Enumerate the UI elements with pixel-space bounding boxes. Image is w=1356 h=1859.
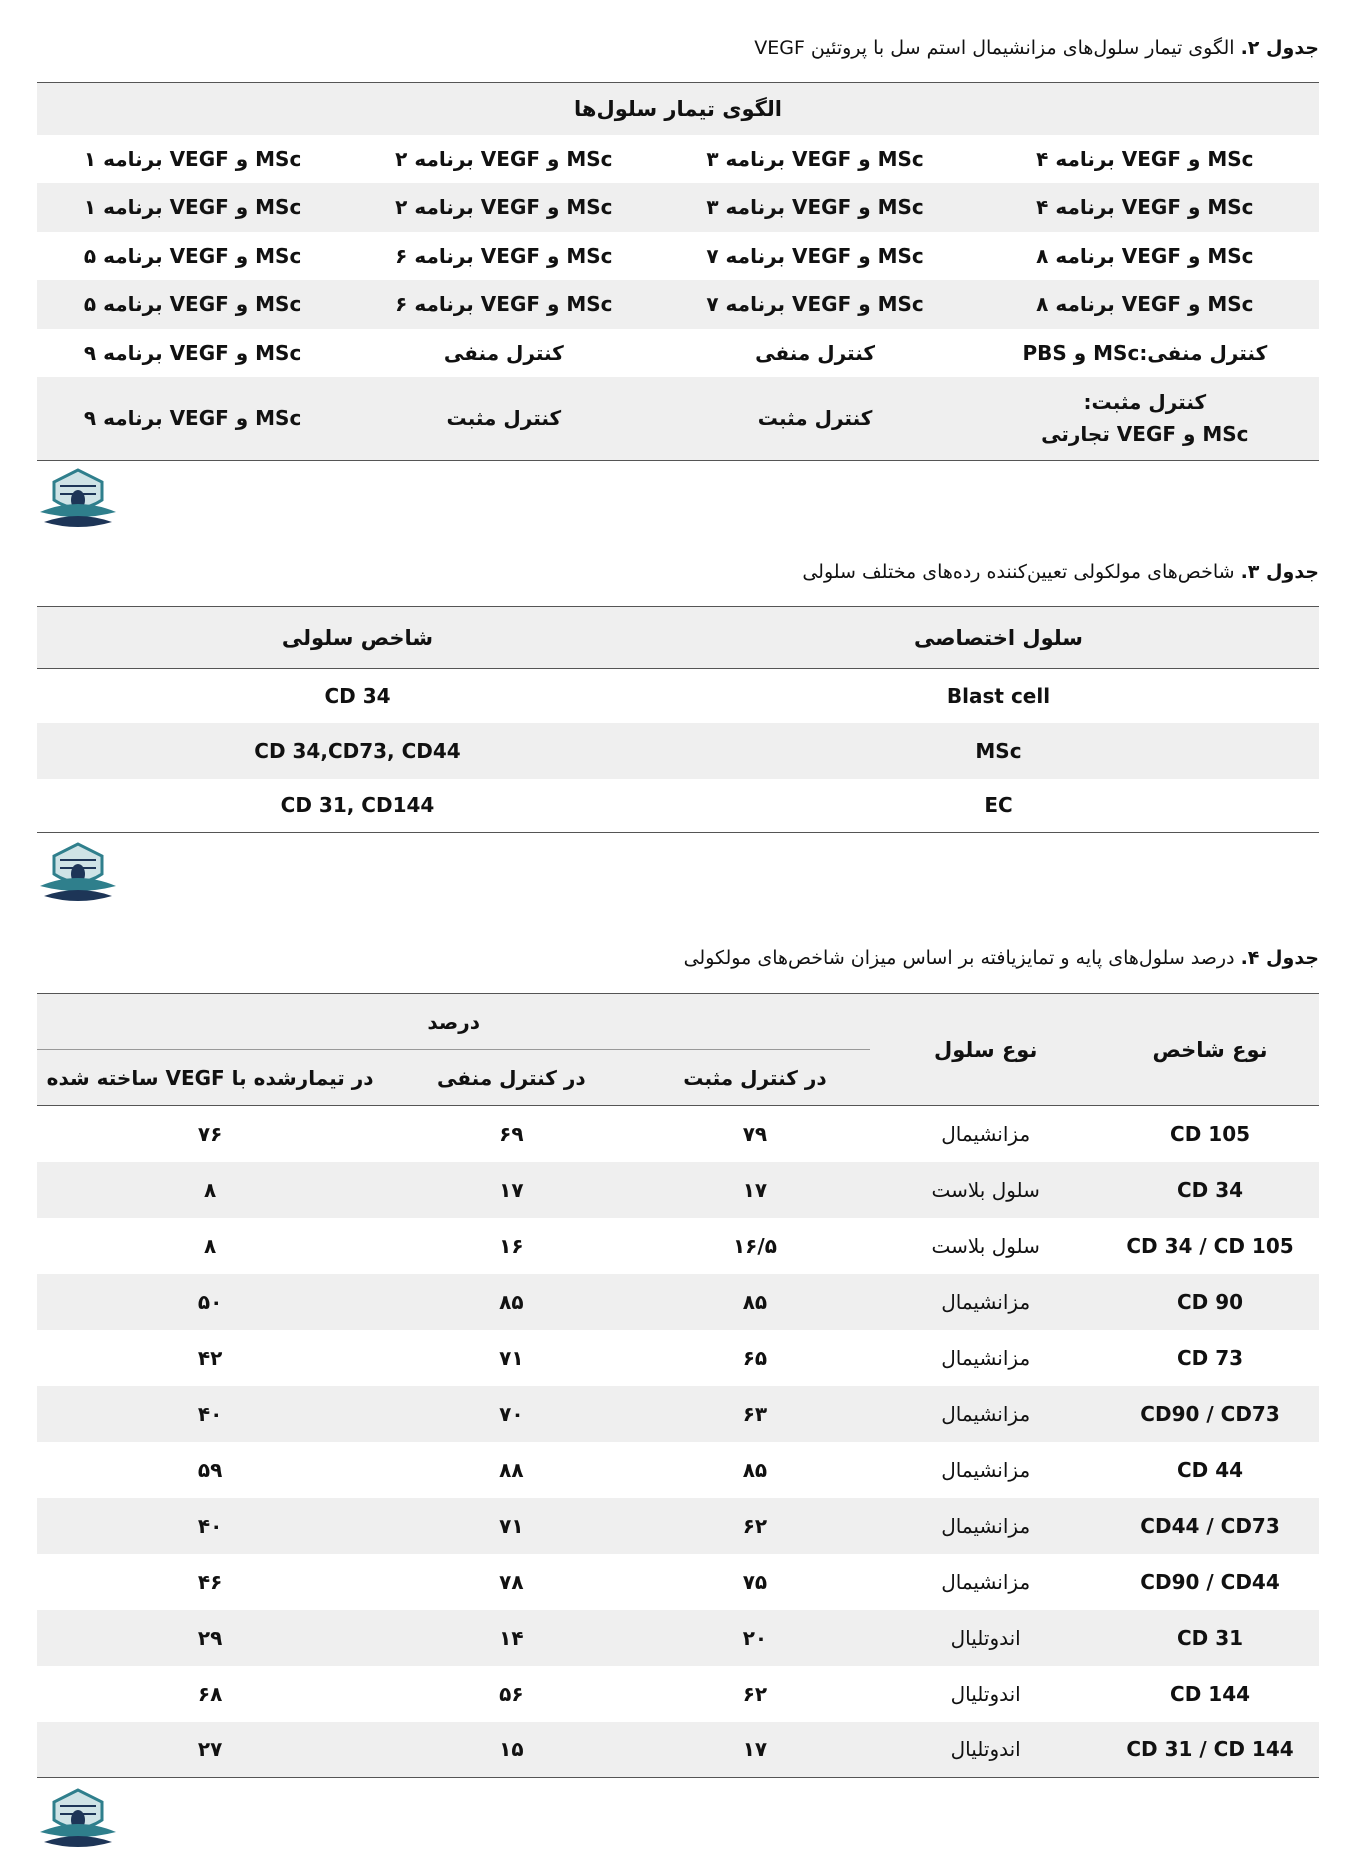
table-cell: MSc و VEGF برنامه ۲ bbox=[395, 146, 613, 171]
table2-caption-text: الگوی تیمار سلول‌های مزانشیمال استم سل با پروتئین VEGF bbox=[754, 37, 1241, 59]
table-row bbox=[37, 183, 1319, 232]
table-cell: ۶۹ bbox=[499, 1121, 524, 1146]
table-cell: ۷۵ bbox=[742, 1569, 768, 1594]
table-cell: MSc و VEGF برنامه ۵ bbox=[83, 243, 302, 268]
table4-caption bbox=[37, 944, 1319, 972]
table-cell: MSc و VEGF برنامه ۷ bbox=[706, 243, 924, 268]
table-row bbox=[37, 1498, 1319, 1554]
table-cell: ۲۹ bbox=[197, 1625, 223, 1650]
table-cell: ۱۷ bbox=[499, 1177, 524, 1202]
table-cell: ۲۷ bbox=[37, 1722, 383, 1778]
table-cell: MSc و VEGF برنامه ۹ bbox=[37, 377, 348, 461]
table-cell: EC bbox=[678, 779, 1319, 833]
table3 bbox=[37, 606, 1319, 833]
table-cell: MSc و VEGF برنامه ۵ bbox=[83, 292, 302, 316]
table-cell: اندوتلیال bbox=[950, 1625, 1021, 1650]
table4-caption-text: درصد سلول‌های پایه و تمایزیافته بر اساس میزان شاخص‌های مولکولی bbox=[683, 947, 1241, 969]
table-cell: CD90 / CD44 bbox=[1140, 1569, 1280, 1594]
table-cell: ۱۶/۵ bbox=[732, 1233, 777, 1258]
table-row bbox=[37, 1330, 1319, 1386]
table-cell: ۸ bbox=[203, 1177, 217, 1202]
table-cell: MSc و VEGF برنامه ۴ bbox=[1036, 195, 1254, 219]
table2-caption bbox=[37, 34, 1319, 62]
table-cell: مزانشیمال bbox=[941, 1513, 1031, 1538]
table-cell: ۵۹ bbox=[197, 1457, 223, 1482]
table-cell: ۶۵ bbox=[742, 1345, 768, 1370]
table-cell: ۶۸ bbox=[197, 1681, 223, 1706]
table-row bbox=[37, 135, 1319, 183]
table-row bbox=[37, 1274, 1319, 1330]
table4-header-positive: در کنترل مثبت bbox=[640, 1050, 871, 1106]
journal-logo bbox=[34, 466, 122, 532]
table-cell: اندوتلیال bbox=[870, 1722, 1101, 1778]
table-cell: سلول بلاست bbox=[931, 1233, 1040, 1258]
table4 bbox=[37, 993, 1319, 1778]
table-cell: ۶۲ bbox=[742, 1681, 768, 1706]
table-cell: ۷۰ bbox=[499, 1401, 524, 1426]
table-cell: CD 34 bbox=[1176, 1177, 1244, 1202]
table-cell: ۷۶ bbox=[197, 1121, 223, 1146]
table-cell: ۸۵ bbox=[742, 1289, 768, 1314]
table-row bbox=[37, 1666, 1319, 1722]
table2 bbox=[37, 82, 1319, 461]
table-cell: ۵۶ bbox=[499, 1681, 524, 1706]
table-cell: CD 44 bbox=[1176, 1457, 1244, 1482]
journal-logo bbox=[34, 1786, 122, 1852]
table-cell: CD 105 bbox=[1170, 1121, 1251, 1146]
table3-header-cell: سلول اختصاصی bbox=[678, 607, 1319, 669]
table4-header-percent: درصد bbox=[37, 994, 870, 1050]
table3-header-marker: شاخص سلولی bbox=[37, 607, 678, 669]
table-cell: سلول بلاست bbox=[931, 1177, 1040, 1202]
table-cell: CD 34 / CD 105 bbox=[1126, 1233, 1294, 1258]
table-cell: مزانشیمال bbox=[941, 1345, 1031, 1370]
table4-header-marker: نوع شاخص bbox=[1101, 994, 1319, 1106]
table-row bbox=[37, 1610, 1319, 1666]
table-cell: MSc و VEGF برنامه ۳ bbox=[706, 146, 924, 171]
table-row bbox=[37, 1554, 1319, 1610]
table-row bbox=[37, 723, 1319, 779]
table-row bbox=[37, 329, 1319, 377]
table-cell: ۱۴ bbox=[499, 1625, 524, 1650]
table-row bbox=[37, 1386, 1319, 1442]
table-cell: MSc و VEGF برنامه ۳ bbox=[706, 195, 924, 219]
table-cell: CD 73 bbox=[1176, 1345, 1244, 1370]
table-cell: مزانشیمال bbox=[941, 1121, 1031, 1146]
table-cell: MSc و VEGF برنامه ۸ bbox=[1036, 243, 1254, 268]
table-cell: کنترل منفی bbox=[755, 340, 876, 365]
table-row bbox=[37, 669, 1319, 723]
table-cell: Blast cell bbox=[946, 683, 1051, 708]
table-cell: CD90 / CD73 bbox=[1140, 1401, 1280, 1426]
table-cell: CD 31 / CD 144 bbox=[1101, 1722, 1319, 1778]
table4-header-negative: در کنترل منفی bbox=[383, 1050, 639, 1106]
table-cell: MSc و VEGF برنامه ۱ bbox=[83, 146, 302, 171]
table-cell: CD 90 bbox=[1176, 1289, 1244, 1314]
table-cell: ۱۶ bbox=[499, 1233, 524, 1258]
table-row bbox=[37, 1162, 1319, 1218]
table-cell: ۲۰ bbox=[742, 1625, 768, 1650]
table-cell: کنترل مثبت bbox=[348, 377, 659, 461]
table-cell: ۷۱ bbox=[499, 1345, 524, 1370]
table-row bbox=[37, 1442, 1319, 1498]
table-cell: کنترل منفی bbox=[443, 340, 564, 365]
table-cell: MSc bbox=[975, 738, 1022, 763]
table2-caption-label: جدول ۲. bbox=[1240, 37, 1319, 59]
table-cell: مزانشیمال bbox=[941, 1569, 1031, 1594]
table-cell: ۶۳ bbox=[742, 1401, 768, 1426]
table-cell: MSc و VEGF برنامه ۷ bbox=[706, 292, 924, 316]
table-cell: اندوتلیال bbox=[950, 1681, 1021, 1706]
table-cell: MSc و VEGF برنامه ۲ bbox=[395, 195, 613, 219]
table-row bbox=[37, 779, 1319, 833]
table-cell: CD44 / CD73 bbox=[1140, 1513, 1280, 1538]
table-cell: CD 31 bbox=[1176, 1625, 1244, 1650]
table-cell: ۵۰ bbox=[197, 1289, 223, 1314]
table-cell: ۴۰ bbox=[197, 1513, 223, 1538]
table-cell bbox=[971, 377, 1319, 461]
table-cell: ۱۵ bbox=[383, 1722, 639, 1778]
table-row bbox=[37, 1722, 1319, 1778]
table-cell: MSc و VEGF برنامه ۹ bbox=[83, 340, 302, 365]
table-cell: MSc و VEGF برنامه ۴ bbox=[1036, 146, 1254, 171]
table-cell: ۸۵ bbox=[742, 1457, 768, 1482]
table3-caption-text: شاخص‌های مولکولی تعیین‌کننده رده‌های مختلف سلولی bbox=[802, 561, 1241, 583]
table-row bbox=[37, 280, 1319, 329]
table-cell: CD 144 bbox=[1170, 1681, 1251, 1706]
table-cell: CD 34,CD73, CD44 bbox=[254, 738, 461, 763]
table-cell: ۴۲ bbox=[197, 1345, 223, 1370]
table-row bbox=[37, 232, 1319, 280]
table4-header-treated: در تیمارشده با VEGF ساخته شده bbox=[37, 1050, 383, 1106]
table-cell: ۶۲ bbox=[742, 1513, 768, 1538]
table-row bbox=[37, 1106, 1319, 1162]
table-cell: کنترل منفی:MSc و PBS bbox=[1022, 340, 1268, 365]
table-cell: ۷۱ bbox=[499, 1513, 524, 1538]
table3-caption-label: جدول ۳. bbox=[1240, 561, 1319, 583]
table-cell: مزانشیمال bbox=[941, 1457, 1031, 1482]
table-cell: ۴۰ bbox=[197, 1401, 223, 1426]
table-cell: ۴۶ bbox=[197, 1569, 223, 1594]
table-cell: ۸۸ bbox=[499, 1457, 524, 1482]
table-cell: ۱۷ bbox=[742, 1177, 768, 1202]
table3-caption bbox=[37, 558, 1319, 586]
table-cell-line: MSc و VEGF تجارتی bbox=[1041, 422, 1249, 447]
table-cell: ۸۵ bbox=[499, 1289, 524, 1314]
table-cell: ۷۹ bbox=[742, 1121, 768, 1146]
table4-header-cell-type: نوع سلول bbox=[870, 994, 1101, 1106]
table-cell: MSc و VEGF برنامه ۶ bbox=[395, 292, 613, 316]
table-cell: کنترل مثبت bbox=[659, 377, 970, 461]
table-cell: MSc و VEGF برنامه ۶ bbox=[395, 243, 613, 268]
table-cell: CD 34 bbox=[324, 683, 391, 708]
table-cell: MSc و VEGF برنامه ۱ bbox=[83, 195, 302, 219]
table-cell: CD 31, CD144 bbox=[37, 779, 678, 833]
table-row bbox=[37, 1218, 1319, 1274]
table-row bbox=[37, 377, 1319, 461]
table-cell: ۱۷ bbox=[640, 1722, 871, 1778]
table-cell-line: کنترل مثبت: bbox=[1083, 390, 1207, 415]
table4-caption-label: جدول ۴. bbox=[1240, 947, 1319, 969]
journal-logo bbox=[34, 840, 122, 906]
table-cell: ۸ bbox=[203, 1233, 217, 1258]
table-cell: MSc و VEGF برنامه ۸ bbox=[1036, 292, 1254, 316]
table-cell: ۷۸ bbox=[499, 1569, 524, 1594]
table-cell: مزانشیمال bbox=[941, 1289, 1031, 1314]
table2-header: الگوی تیمار سلول‌ها bbox=[37, 83, 1319, 135]
table-cell: مزانشیمال bbox=[941, 1401, 1031, 1426]
